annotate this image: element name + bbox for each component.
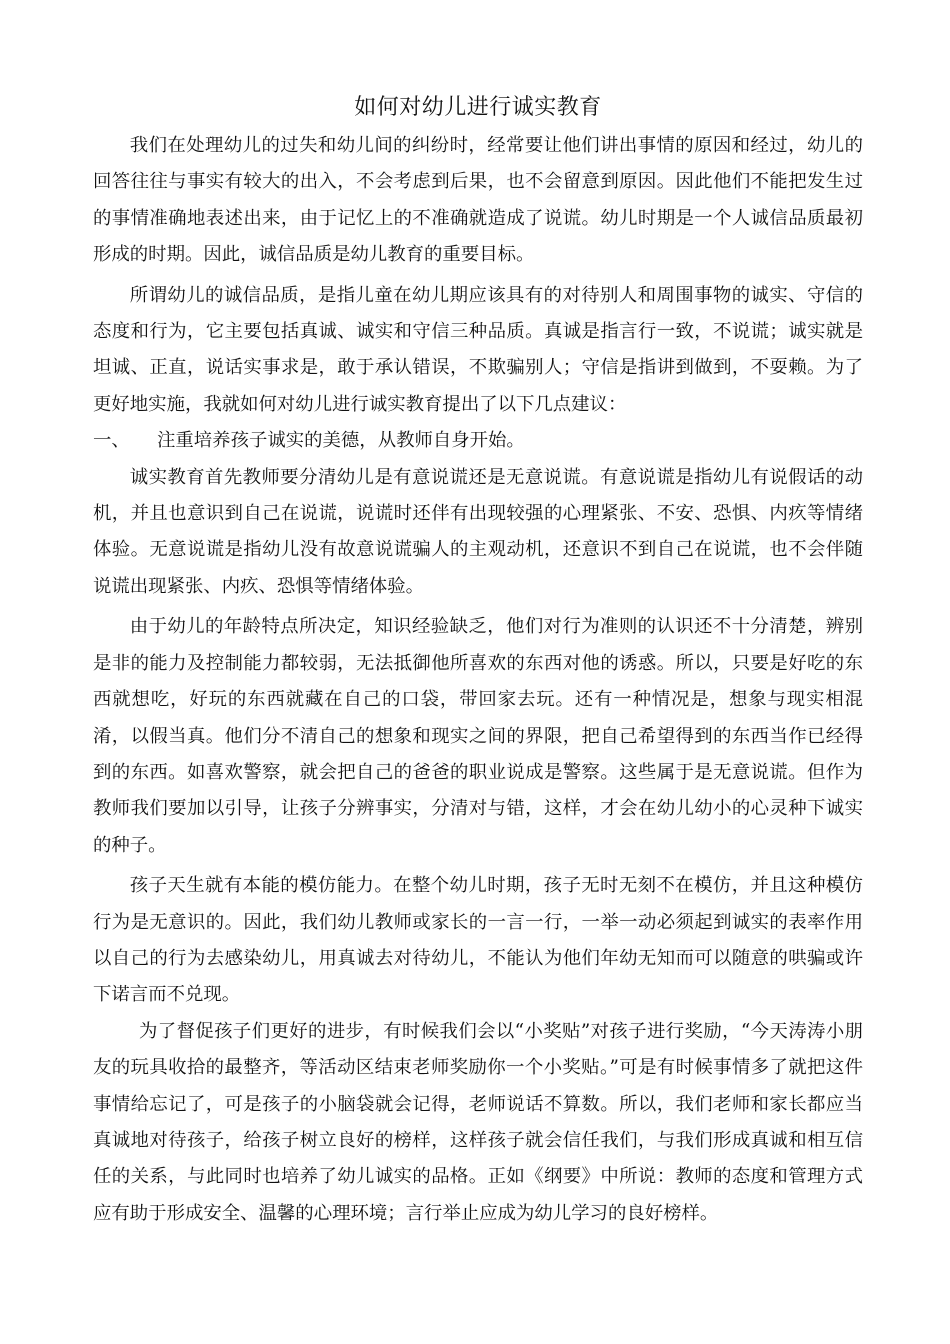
section-paragraph-3: 孩子天生就有本能的模仿能力。在整个幼儿时期，孩子无时无刻不在模仿，并且这种模仿行为是无意识的。因此，我们幼儿教师或家长的一言一行，一举一动必须起到诚实的表率作用以自己的行为去感染幼儿，用真诚去对待幼儿，不能认为他们年幼无知而可以随意的哄骗或许下诺言而不兑现。 [93,875,863,1006]
section-heading-text: 注重培养孩子诚实的美德，从教师自身开始。 [157,430,525,452]
intro-paragraph-1: 我们在处理幼儿的过失和幼儿间的纠纷时，经常要让他们讲出事情的原因和经过，幼儿的回答往往与事实有较大的出入，不会考虑到后果，也不会留意到原因。因此他们不能把发生过的事情准确地表述出来，由于记忆上的不准确就造成了说谎。幼儿时期是一个人诚信品质最初形成的时期。因此，诚信品质是幼儿教育的重要目标。 [93,135,863,266]
section-paragraph-2: 由于幼儿的年龄特点所决定，知识经验缺乏，他们对行为准则的认识还不十分清楚，辨别是非的能力及控制能力都较弱，无法抵御他所喜欢的东西对他的诱惑。所以，只要是好吃的东西就想吃，好玩的东西就藏在自己的口袋，带回家去玩。还有一种情况是，想象与现实相混淆，以假当真。他们分不清自己的想象和现实之间的界限，把自己希望得到的东西当作已经得到的东西。如喜欢警察，就会把自己的爸爸的职业说成是警察。这些属于是无意说谎。但作为教师我们要加以引导，让孩子分辨事实，分清对与错，这样，才会在幼儿幼小的心灵种下诚实的种子。 [93,616,863,856]
section-paragraph-1: 诚实教育首先教师要分清幼儿是有意说谎还是无意说谎。有意说谎是指幼儿有说假话的动机，并且也意识到自己在说谎，说谎时还伴有出现较强的心理紧张、不安、恐惧、内疚等情绪体验。无意说谎是指幼儿没有故意说谎骗人的主观动机，还意识不到自己在说谎，也不会伴随说谎出现紧张、内疚、恐惧等情绪体验。 [93,466,863,597]
document-page [93,88,863,1232]
section-paragraph-4: 为了督促孩子们更好的进步，有时候我们会以“小奖贴”对孩子进行奖励，“今天涛涛小朋友的玩具收拾的最整齐，等活动区结束老师奖励你一个小奖贴。”可是有时候事情多了就把这件事情给忘记了，可是孩子的小脑袋就会记得，老师说话不算数。所以，我们老师和家长都应当真诚地对待孩子，给孩子树立良好的榜样，这样孩子就会信任我们，与我们形成真诚和相互信任的关系，与此同时也培养了幼儿诚实的品格。正如《纲要》中所说：教师的态度和管理方式应有助于形成安全、温馨的心理环境；言行举止应成为幼儿学习的良好榜样。 [93,1020,863,1224]
section-number: 一、 [93,430,130,452]
section-heading-1 [93,423,863,459]
document-title: 如何对幼儿进行诚实教育 [354,95,602,120]
intro-paragraph-2: 所谓幼儿的诚信品质，是指儿童在幼儿期应该具有的对待别人和周围事物的诚实、守信的态度和行为，它主要包括真诚、诚实和守信三种品质。真诚是指言行一致，不说谎；诚实就是坦诚、正直，说话实事求是，敢于承认错误，不欺骗别人；守信是指讲到做到，不耍赖。为了更好地实施，我就如何对幼儿进行诚实教育提出了以下几点建议： [93,284,863,415]
